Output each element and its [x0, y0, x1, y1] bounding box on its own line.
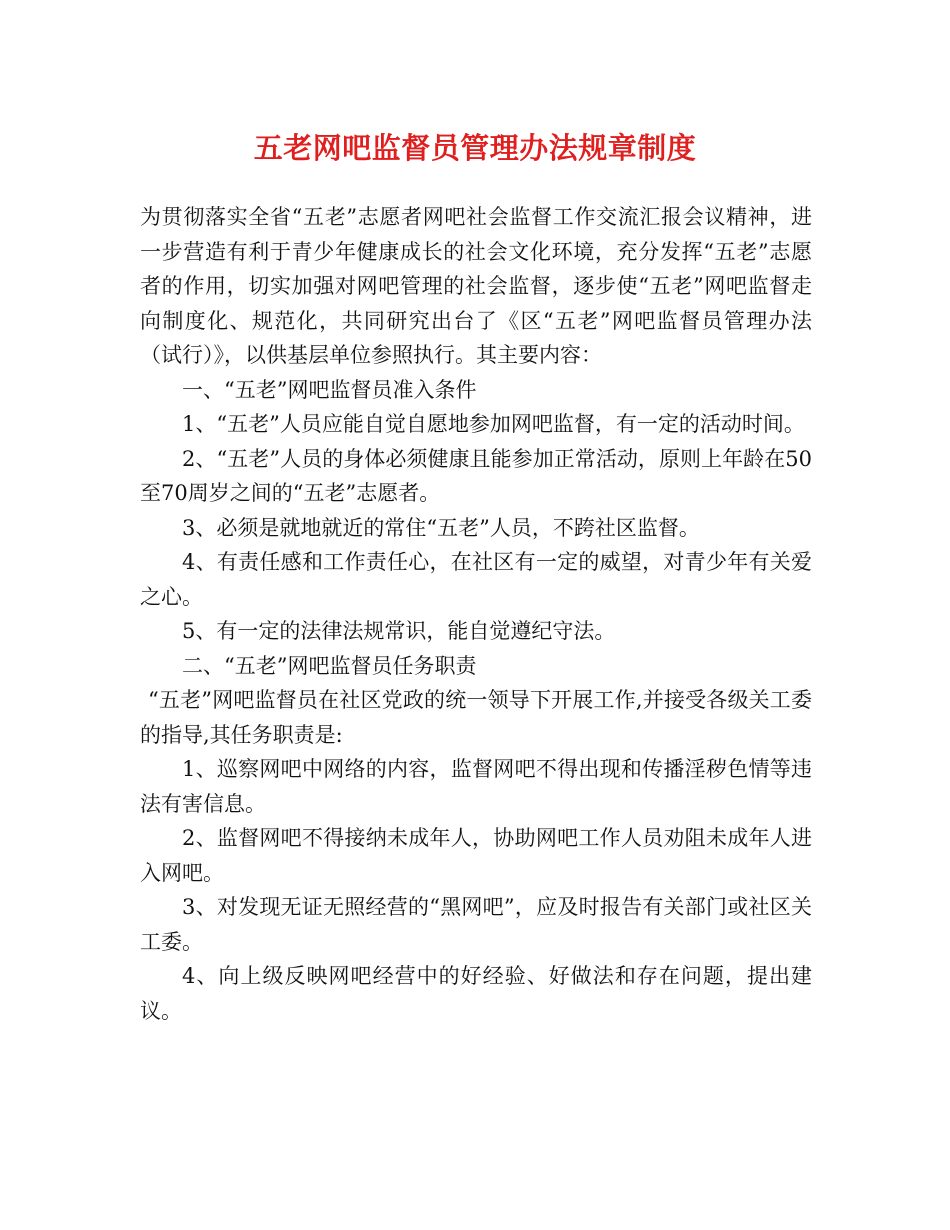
document-title: 五老网吧监督员管理办法规章制度 — [253, 131, 697, 165]
paragraph: 一、“五老”网吧监督员准入条件 — [182, 377, 477, 402]
paragraph: 4、向上级反映网吧经营中的好经验、好做法和存在问题，提出建议。 — [140, 964, 812, 1023]
paragraph: “五老”网吧监督员在社区党政的统一领导下开展工作,并接受各级关工委的指导,其任务职责是: — [140, 688, 812, 747]
paragraph: 二、“五老”网吧监督员任务职责 — [182, 653, 477, 678]
paragraph: 1、巡察网吧中网络的内容，监督网吧不得出现和传播淫秽色情等违法有害信息。 — [140, 757, 812, 816]
paragraph: 2、“五老”人员的身体必须健康且能参加正常活动，原则上年龄在50至70周岁之间的“五老”志愿者。 — [140, 446, 812, 505]
paragraph: 2、监督网吧不得接纳未成年人，协助网吧工作人员劝阻未成年人进入网吧。 — [140, 826, 812, 885]
paragraph: 3、对发现无证无照经营的“黑网吧”，应及时报告有关部门或社区关工委。 — [140, 895, 812, 954]
paragraph: 1、“五老”人员应能自觉自愿地参加网吧监督，有一定的活动时间。 — [182, 412, 805, 436]
paragraph: 3、必须是就地就近的常住“五老”人员，不跨社区监督。 — [182, 515, 700, 540]
paragraph: 5、有一定的法律法规常识，能自觉遵纪守法。 — [182, 619, 616, 643]
document-body — [140, 200, 812, 1028]
paragraph: 4、有责任感和工作责任心，在社区有一定的威望，对青少年有关爱之心。 — [140, 550, 812, 609]
paragraph: 为贯彻落实全省“五老”志愿者网吧社会监督工作交流汇报会议精神，进一步营造有利于青少年健康成长的社会文化环境，充分发挥“五老”志愿者的作用，切实加强对网吧管理的社会监督，逐步使“五老”网吧监督走向制度化、规范化，共同研究出台了《区“五老”网吧监督员管理办法（试行）》，以供基层单位参照执行。其主要内容： — [140, 205, 812, 367]
